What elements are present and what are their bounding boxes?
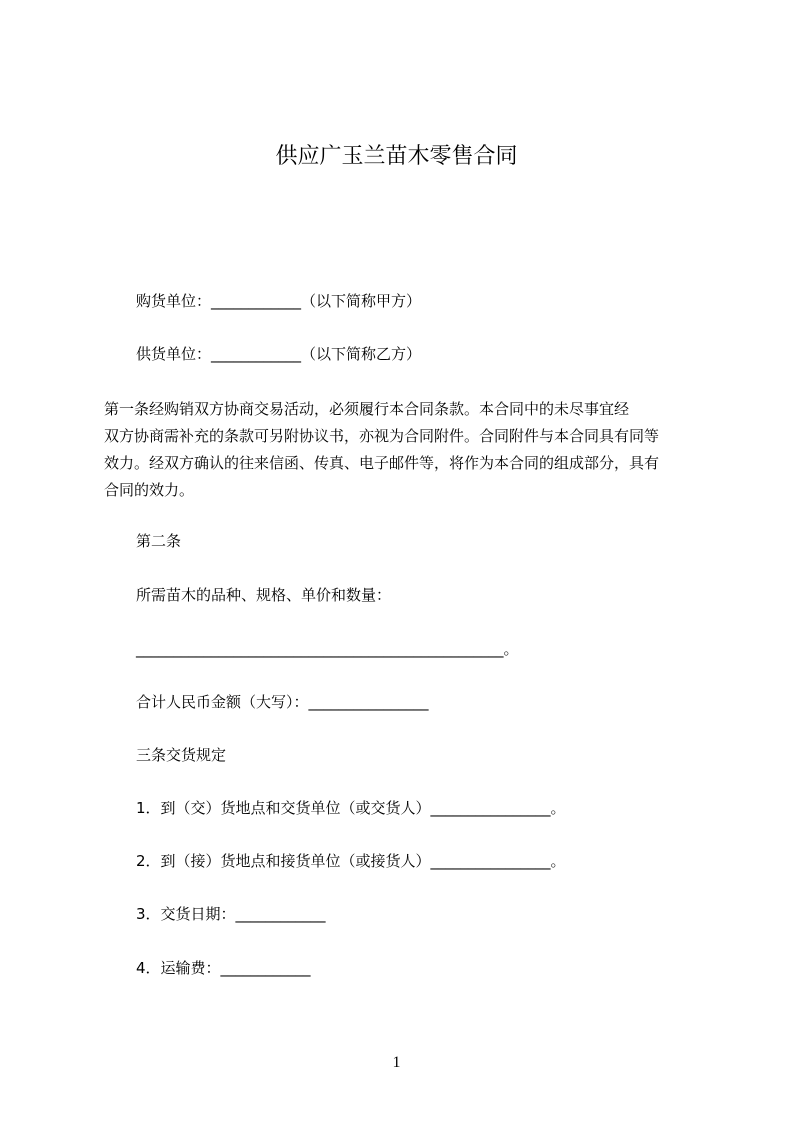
total-amount-line: 合计人民币金额（大写）：________________ — [136, 693, 429, 711]
article-2-intro: 所需苗木的品种、规格、单价和数量： — [136, 586, 392, 604]
article-1-line-2: 双方协商需补充的条款可另附协议书，亦视为合同附件。合同附件与本合同具有同等 — [104, 427, 660, 445]
page-number: 1 — [392, 1054, 401, 1071]
article-1-line-3: 效力。经双方确认的往来信函、传真、电子邮件等，将作为本合同的组成部分，具有 — [104, 454, 660, 472]
buyer-line: 购货单位：____________（以下简称甲方） — [136, 292, 422, 310]
delivery-item-1: 1．到（交）货地点和交货单位（或交货人）________________。 — [136, 799, 566, 817]
contract-title: 供应广玉兰苗木零售合同 — [275, 144, 518, 169]
article-1-line-4: 合同的效力。 — [104, 481, 195, 499]
article-3-heading: 三条交货规定 — [136, 746, 227, 764]
delivery-item-4: 4．运输费：____________ — [136, 959, 311, 977]
article-1-paragraph — [104, 396, 704, 504]
article-1-line-1: 第一条经购销双方协商交易活动，必须履行本合同条款。本合同中的未尽事宜经 — [104, 400, 630, 418]
seller-line: 供货单位：____________（以下简称乙方） — [136, 345, 422, 363]
delivery-item-3: 3．交货日期：____________ — [136, 905, 326, 923]
article-2-blank-line: _________________________________________________。 — [136, 640, 519, 658]
delivery-item-2: 2．到（接）货地点和接货单位（或接货人）________________。 — [136, 852, 566, 870]
article-2-heading: 第二条 — [136, 532, 182, 550]
